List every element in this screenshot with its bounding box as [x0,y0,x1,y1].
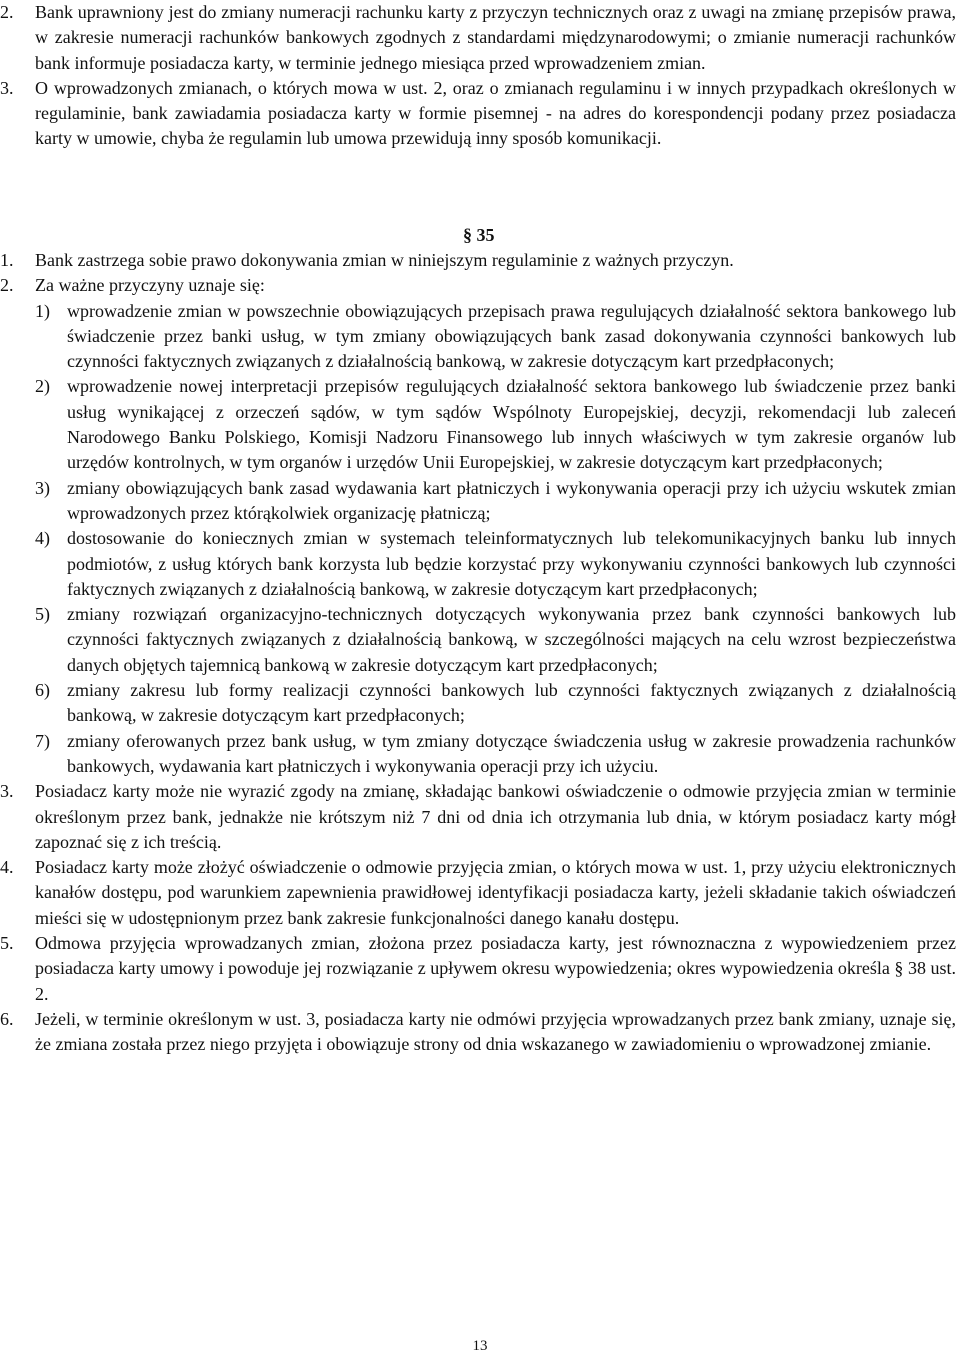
section-35-body [0,248,958,1058]
paragraph-text: Jeżeli, w terminie określonym w ust. 3, posiadacza karty nie odmówi przyjęcia wprowadzanych przez bank zmiany, uznaje się, że zmiana została przez niego przyjęta i obowiązuje strony od dnia wskazanego w zawiadomieniu o wprowadzonej zmianie. [35,1008,956,1055]
paragraph-text: Odmowa przyjęcia wprowadzanych zmian, złożona przez posiadacza karty, jest równoznaczna z wypowiedzeniem przez posiadacza karty umowy i powoduje jej rozwiązanie z upływem okresu wypowiedzenia; okres wypowiedzenia określa § 38 ust. 2. [35,933,956,1004]
list-item-text: wprowadzenie nowej interpretacji przepisów regulujących działalność sektora bankowego lub świadczenie przez banki usług wynikającej z orzeczeń sądów, w tym sądów Wspólnoty Europejskiej, decyzji, rekomendacji lub zaleceń Narodowego Banku Polskiego, Komisji Nadzoru Finansowego lub innych właściwych w tym zakresie organów lub urzędów kontrolnych, w tym organów i urzędów Unii Europejskiej, w zakresie dotyczącym kart przedpłaconych; [67,376,956,473]
list-item-number: 4) [35,528,50,549]
page-number: 13 [472,1338,488,1354]
paragraph-6 [0,1007,958,1058]
paragraph-text: Posiadacz karty może nie wyrazić zgody na zmianę, składając bankowi oświadczenie o odmowie przyjęcia zmian w terminie określonym przez bank, jednakże nie krótszym niż 7 dni od dnia ich otrzymania lub dnia, w którym posiadacz karty mógł zapoznać się z ich treścią. [35,781,956,852]
paragraph-text: Bank uprawniony jest do zmiany numeracji rachunku karty z przyczyn technicznych oraz z uwagi na zmianę przepisów prawa, w zakresie numeracji rachunków bankowych zgodnych z standardami międzynarodowymi; o zmianie numeracji rachunków bank informuje posiadacza karty, w terminie jednego miesiąca przed wprowadzeniem zmian. [35,2,956,73]
paragraph-text: O wprowadzonych zmianach, o których mowa w ust. 2, oraz o zmianach regulaminu i w innych przypadkach określonych w regulaminie, bank zawiadamia posiadacza karty w formie pisemnej - na adres do korespondencji podany przez posiadacza karty w umowie, chyba że regulamin lub umowa przewidują inny sposób komunikacji. [35,77,956,149]
paragraph-4 [0,855,958,931]
list-item-text: wprowadzenie zmian w powszechnie obowiązujących przepisach prawa regulujących działalność sektora bankowego lub świadczenie przez banki usług, w tym zmiany obowiązujących bank zasad dokonywania czynności bankowych lub czynności faktycznych związanych z działalnością bankową, w zakresie dotyczącym kart przedpłaconych; [67,300,956,372]
paragraph-number: 1. [0,250,14,270]
list-item-number: 6) [35,680,50,701]
list-item-number: 1) [35,300,50,321]
section-heading: § 35 [463,225,495,245]
paragraph-number: 6. [0,1008,14,1029]
list-item-5 [0,602,958,678]
list-item-7 [0,729,958,780]
paragraph-number: 5. [0,933,14,954]
paragraph-text: Posiadacz karty może złożyć oświadczenie o odmowie przyjęcia zmian, o których mowa w ust. 1, przy użyciu elektronicznych kanałów dostępu, pod warunkiem zapewnienia prawidłowej identyfikacji posiadacza karty, jeżeli składanie takich oświadczeń mieści się w udostępnionym przez bank zakresie funkcjonalności danego kanału dostępu. [35,857,956,928]
paragraph-5 [0,931,958,1007]
paragraph-1 [0,248,958,273]
list-item-text: zmiany obowiązujących bank zasad wydawania kart płatniczych i wykonywania operacji przy ich użyciu wskutek zmian wprowadzonych przez którąkolwiek organizację płatniczą; [67,477,956,523]
list-item-text: zmiany oferowanych przez bank usług, w tym zmiany dotyczące świadczenia usług w zakresie prowadzenia rachunków bankowych, wydawania kart płatniczych i wykonywania operacji przy ich użyciu. [67,730,956,776]
paragraph-text: Za ważne przyczyny uznaje się: [35,275,265,296]
list-item-number: 5) [35,604,50,625]
paragraph-3 [0,779,958,855]
paragraph-number: 3. [0,781,14,802]
list-item-number: 7) [35,730,50,751]
list-item-text: zmiany rozwiązań organizacyjno-technicznych dotyczących wykonywania przez bank czynności bankowych lub czynności faktycznych związanych z działalnością bankową, w szczególności mających na celu wzrost bezpieczeństwa danych objętych tajemnicą bankową w zakresie dotyczącym kart przedpłaconych; [67,604,956,675]
list-item-2 [0,374,958,475]
list-item-3 [0,476,958,527]
previous-section-continuation [0,0,958,152]
list-item-number: 2) [35,376,50,397]
list-item-text: dostosowanie do koniecznych zmian w systemach teleinformatycznych lub telekomunikacyjnych banku lub innych podmiotów, z usług których bank korzysta lub będzie korzystać przy wykonywaniu czynności bankowych lub czynności faktycznych związanych z działalnością bankową, w zakresie dotyczącym kart przedpłaconych; [67,528,956,599]
list-item-number: 3) [35,477,50,498]
paragraph-number: 2. [0,275,14,296]
paragraph-number: 2. [0,2,14,22]
paragraph-3 [0,76,958,152]
paragraph-number: 4. [0,857,14,878]
paragraph-text: Bank zastrzega sobie prawo dokonywania zmian w niniejszym regulaminie z ważnych przyczyn. [35,250,734,270]
paragraph-number: 3. [0,77,14,98]
paragraph-2 [0,273,958,298]
list-item-1 [0,299,958,375]
list-item-6 [0,678,958,729]
list-item-4 [0,526,958,602]
list-item-text: zmiany zakresu lub formy realizacji czynności bankowych lub czynności faktycznych związanych z działalnością bankową, w zakresie dotyczącym kart przedpłaconych; [67,680,956,726]
paragraph-2 [0,0,958,76]
